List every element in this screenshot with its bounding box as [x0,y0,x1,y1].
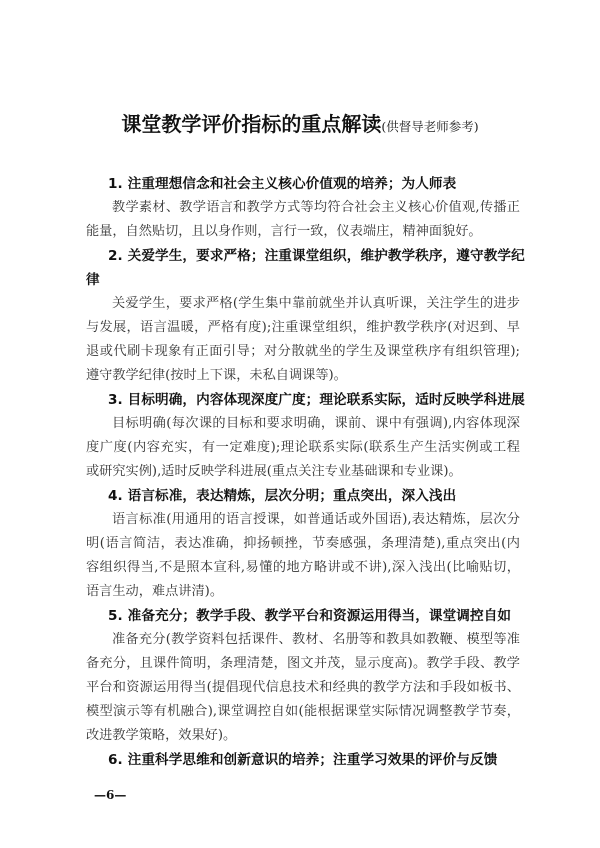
paragraph-line: 与发展，语言温暖，严格有度);注重课堂组织，维护教学秩序(对迟到、早 [86,320,520,335]
document-body [86,172,525,772]
paragraph-line: 遵守教学纪律(按时上下课，未私自调课等)。 [86,368,347,383]
paragraph-line: 模型演示等有机融合),课堂调控自如(能根据课堂实际情况调整教学节奏， [86,704,520,719]
section-4 [86,484,520,604]
section-heading: 5. 准备充分；教学手段、教学平台和资源运用得当，课堂调控自如 [108,608,512,624]
paragraph-line: 或研究实例),适时反映学科进展(重点关注专业基础课和专业课)。 [86,464,462,479]
section-heading: 4. 语言标准，表达精炼，层次分明；重点突出，深入浅出 [108,488,457,504]
paragraph-line: 目标明确(每次课的目标和要求明确，课前、课中有强调),内容体现深 [112,416,520,431]
paragraph-line: 容组织得当,不是照本宣科,易懂的地方略讲或不讲),深入浅出(比喻贴切， [86,560,520,575]
paragraph-line: 语言生动，难点讲清)。 [86,584,224,599]
title-subtitle: (供督导老师参考) [381,119,479,134]
page-number: —6— [94,788,127,802]
section-heading: 6. 注重科学思维和创新意识的培养；注重学习效果的评价与反馈 [108,752,498,768]
paragraph-line: 准备充分(教学资料包括课件、教材、名册等和教具如教鞭、模型等准 [112,632,520,647]
paragraph-line: 教学素材、教学语言和教学方式等均符合社会主义核心价值观,传播正 [112,200,520,215]
section-heading: 1. 注重理想信念和社会主义核心价值观的培养；为人师表 [108,176,457,192]
section-5 [86,604,520,748]
paragraph-line: 关爱学生，要求严格(学生集中靠前就坐并认真听课，关注学生的进步 [112,296,520,311]
section-heading: 律 [86,272,100,288]
paragraph-line: 明(语言简洁，表达准确，抑扬顿挫，节奏感强，条理清楚),重点突出(内 [86,536,520,551]
section-3 [86,388,525,484]
title-main: 课堂教学评价指标的重点解读 [121,112,382,136]
paragraph-line: 能量，自然贴切，且以身作则，言行一致，仪表端庄，精神面貌好。 [86,224,482,239]
section-2 [86,244,525,388]
paragraph-line: 备充分，且课件简明，条理清楚，图文并茂，显示度高)。教学手段、教学 [86,656,520,671]
section-6 [86,748,520,772]
section-heading: 3. 目标明确，内容体现深度广度；理论联系实际，适时反映学科进展 [108,392,525,408]
paragraph-line: 平台和资源运用得当(提倡现代信息技术和经典的教学方法和手段如板书、 [86,680,520,695]
paragraph-line: 改进教学策略，效果好)。 [86,728,237,743]
paragraph-line: 度广度(内容充实，有一定难度);理论联系实际(联系生产生活实例或工程 [86,440,520,455]
paragraph-line: 退或代刷卡现象有正面引导；对分散就坐的学生及课堂秩序有组织管理); [86,344,520,359]
section-1 [86,172,520,244]
section-heading: 2. 关爱学生，要求严格；注重课堂组织，维护教学秩序，遵守教学纪 [108,248,525,264]
document-title [0,108,600,137]
paragraph-line: 语言标准(用通用的语言授课，如普通话或外国语),表达精炼，层次分 [112,512,520,527]
